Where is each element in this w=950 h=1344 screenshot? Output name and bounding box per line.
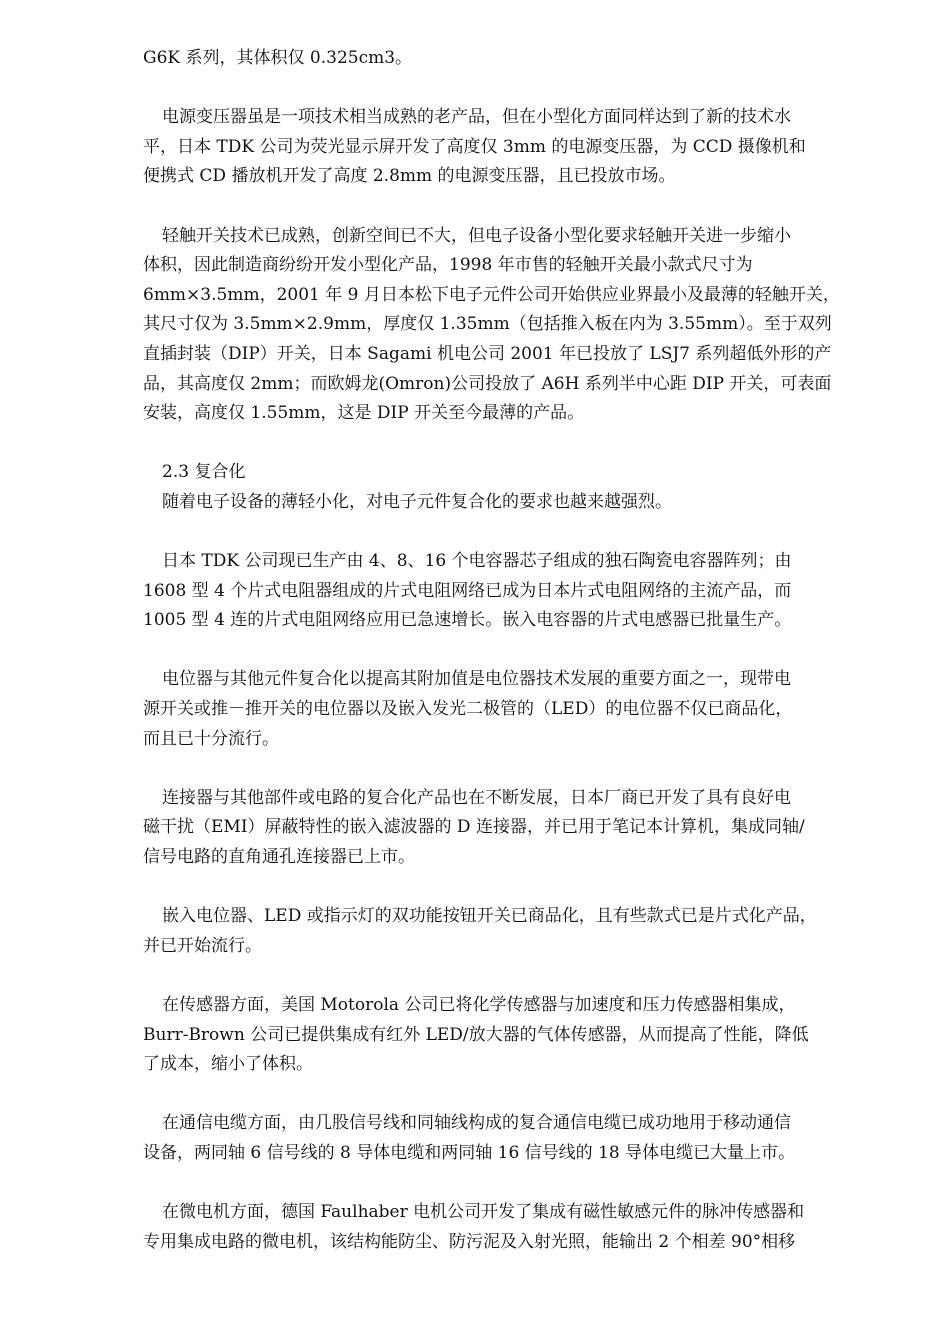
paragraph-spacer (143, 961, 903, 991)
text-line: 在通信电缆方面，由几股信号线和同轴线构成的复合通信电缆已成功地用于移动通信 (162, 1113, 791, 1134)
text-line: 专用集成电路的微电机，该结构能防尘、防污泥及入射光照，能输出 2 个相差 90°相移 (143, 1231, 796, 1252)
text-line: 设备，两同轴 6 信号线的 8 导体电缆和两同轴 16 信号线的 18 导体电缆已大量上市。 (143, 1142, 796, 1163)
text-line: 体积，因此制造商纷纷开发小型化产品，1998 年市售的轻触开关最小款式尺寸为 (143, 255, 753, 276)
text-line: 而且已十分流行。 (143, 728, 279, 749)
text-line: 在微电机方面，德国 Faulhaber 电机公司开发了集成有磁性敏感元件的脉冲传感器和 (162, 1202, 805, 1223)
paragraph-spacer (143, 636, 903, 666)
text-line: 轻触开关技术已成熟，创新空间已不大，但电子设备小型化要求轻触开关进一步缩小 (162, 225, 791, 246)
paragraph-spacer (143, 1080, 903, 1110)
text-line: 便携式 CD 播放机开发了高度 2.8mm 的电源变压器，且已投放市场。 (143, 166, 676, 187)
text-line: 6mm×3.5mm，2001 年 9 月日本松下电子元件公司开始供应业界最小及最薄的轻触开关， (143, 284, 840, 305)
text-line: 源开关或推－推开关的电位器以及嵌入发光二极管的（LED）的电位器不仅已商品化， (143, 699, 793, 720)
text-line: 随着电子设备的薄轻小化，对电子元件复合化的要求也越来越强烈。 (162, 491, 672, 512)
text-line: 其尺寸仅为 3.5mm×2.9mm，厚度仅 1.35mm（包括推入板在内为 3.55mm）。至于双列 (143, 314, 832, 335)
paragraph-6 (143, 665, 903, 754)
section-heading-block (143, 458, 903, 517)
text-line: 信号电路的直角通孔连接器已上市。 (143, 847, 415, 868)
paragraph-8 (143, 902, 903, 961)
text-line: 在传感器方面，美国 Motorola 公司已将化学传感器与加速度和压力传感器相集成， (162, 995, 796, 1015)
paragraph-spacer (143, 754, 903, 784)
section-heading: 2.3 复合化 (162, 462, 246, 483)
text-line: 日本 TDK 公司现已生产由 4、8、16 个电容器芯子组成的独石陶瓷电容器阵列；由 (162, 551, 792, 572)
paragraph-spacer (143, 518, 903, 548)
text-line: 1608 型 4 个片式电阻器组成的片式电阻网络已成为日本片式电阻网络的主流产品，而 (143, 580, 792, 601)
text-line: 安装，高度仅 1.55mm，这是 DIP 开关至今最薄的产品。 (143, 403, 585, 424)
paragraph-1 (143, 44, 903, 74)
paragraph-spacer (143, 1169, 903, 1199)
paragraph-3 (143, 222, 903, 429)
paragraph-5 (143, 547, 903, 636)
paragraph-2 (143, 103, 903, 192)
text-line: 直插封装（DIP）开关，日本 Sagami 机电公司 2001 年已投放了 LSJ7 系列超低外形的产 (143, 343, 832, 364)
paragraph-9 (143, 991, 903, 1080)
paragraph-spacer (143, 429, 903, 459)
paragraph-11 (143, 1198, 903, 1257)
text-line: 连接器与其他部件或电路的复合化产品也在不断发展，日本厂商已开发了具有良好电 (162, 787, 791, 808)
text-line: 并已开始流行。 (143, 935, 262, 956)
text-line: 平，日本 TDK 公司为荧光显示屏开发了高度仅 3mm 的电源变压器，为 CCD 摄像机和 (143, 136, 806, 157)
paragraph-spacer (143, 74, 903, 104)
paragraph-spacer (143, 192, 903, 222)
text-line: Burr-Brown 公司已提供集成有红外 LED/放大器的气体传感器，从而提高了性能，降低 (143, 1024, 809, 1045)
text-line: 磁干扰（EMI）屏蔽特性的嵌入滤波器的 D 连接器，并已用于笔记本计算机，集成同轴/ (143, 817, 805, 838)
text-line: 电源变压器虽是一项技术相当成熟的老产品，但在小型化方面同样达到了新的技术水 (162, 107, 791, 128)
text-line: 电位器与其他元件复合化以提高其附加值是电位器技术发展的重要方面之一，现带电 (162, 669, 791, 690)
document-body (143, 44, 903, 1257)
text-line: 嵌入电位器、LED 或指示灯的双功能按钮开关已商品化，且有些款式已是片式化产品， (162, 906, 817, 927)
paragraph-10 (143, 1109, 903, 1168)
paragraph-7 (143, 784, 903, 873)
text-line: 品，其高度仅 2mm；而欧姆龙(Omron)公司投放了 A6H 系列半中心距 DIP 开关，可表面 (143, 373, 832, 394)
paragraph-spacer (143, 873, 903, 903)
text-line: G6K 系列，其体积仅 0.325cm3。 (143, 48, 413, 68)
text-line: 了成本，缩小了体积。 (143, 1054, 313, 1075)
text-line: 1005 型 4 连的片式电阻网络应用已急速增长。嵌入电容器的片式电感器已批量生产。 (143, 610, 792, 631)
